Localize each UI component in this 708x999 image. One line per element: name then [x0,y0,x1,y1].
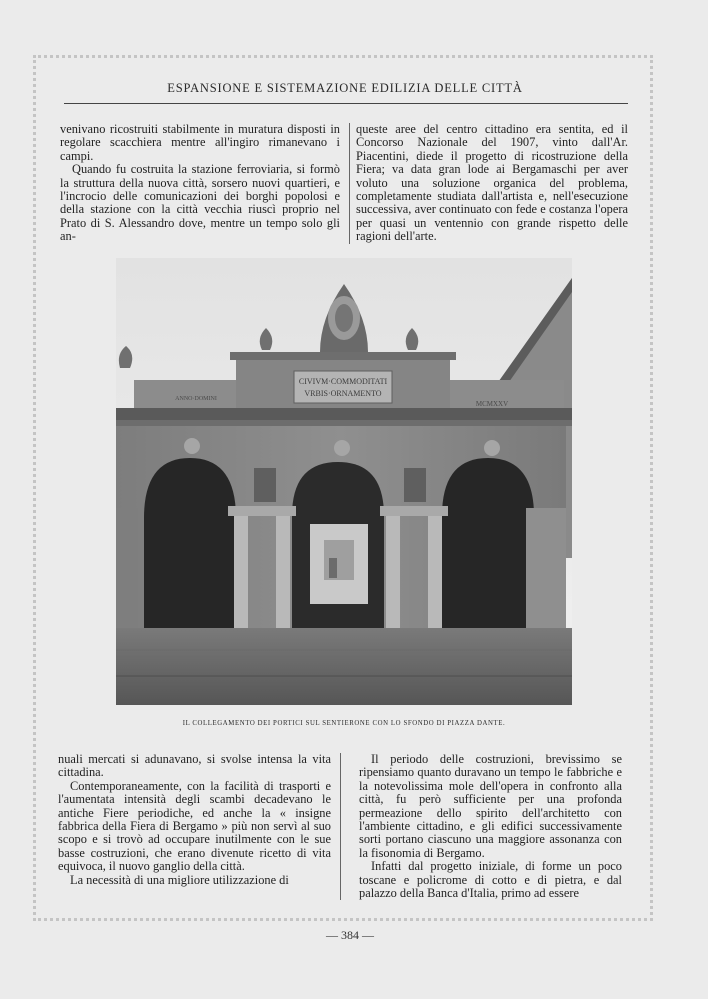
photo-inscription-right: MCMXXV [475,400,509,408]
paragraph: Contemporaneamente, con la facilità di trasporti e l'aumentata intensità degli scambi decadevano le antiche Fiere periodiche, ed anche la « insigne fabbrica della Fiera di Bergamo » più non servì al suo scopo e si trovò ad occupare inutilmente con le sue basse costruzioni, che erano divenute ricetto di vita equivoca, il nuovo ganglio della città. [58,778,331,874]
paragraph: La necessità di una migliore utilizzazione di [70,872,289,887]
photo-caption: IL COLLEGAMENTO DEI PORTICI SUL SENTIERONE CON LO SFONDO DI PIAZZA DANTE. [182,720,506,727]
photo-inscription-left: ANNO·DOMINI [175,396,217,402]
column-top-left [60,123,340,244]
column-bottom-left [58,753,331,887]
page-number: — 384 — [326,928,374,942]
column-top-right [349,123,628,244]
paragraph: queste aree del centro cittadino era sentita, ed il Concorso Nazionale del 1907, vinto dall'Ar. Piacentini, diede il progetto di ricostruzione della Fiera; va data gran lode ai Bergamaschi per aver voluto una soluzione organica del problema, completamente studiata dall'artista e, nell'esecuzione successiva, aver continuato con fede e costanza l'opera per quasi un ventennio con grande rispetto delle ragioni dell'arte. [356,122,628,244]
paragraph: Il periodo delle costruzioni, brevissimo se ripensiamo quanto duravano un tempo le fabbriche e la notevolissima mole dell'opera in confronto alla città, fu però sufficiente per una profonda permeazione dello spirito dell'architetto con l'ambiente cittadino, e gli edifici successivamente sorti portano ciascuno una maggiore assonanza con la fisonomia di Bergamo. [359,752,622,860]
paragraph: Infatti dal progetto iniziale, di forme un poco toscane e policrome di cotto e di pietra, e dal palazzo della Banca d'Italia, primo ad essere [359,859,622,901]
photo-inscription-line-1: CIVIVM·COMMODITATI [298,377,388,386]
architecture-photo [116,258,572,705]
paragraph: venivano ricostruiti stabilmente in muratura disposti in regolare scacchiera mentre all'ingiro rimanevano i campi. [60,122,340,163]
paragraph: Quando fu costruita la stazione ferroviaria, si formò la struttura della nuova città, sorsero nuovi quartieri, e l'incrocio delle comunicazioni dei borghi popolosi e della stazione con la città vecchia riuscì proprio nel Prato di S. Alessandro dove, mentre un tempo solo gli an- [60,162,340,244]
column-bottom-right [340,753,622,900]
running-header: ESPANSIONE E SISTEMAZIONE EDILIZIA DELLE CITTÀ [167,81,523,95]
paragraph: nuali mercati si adunavano, si svolse intensa la vita cittadina. [58,752,331,780]
header-rule [64,103,628,104]
photo-inscription-line-2: VRBIS·ORNAMENTO [304,389,382,398]
